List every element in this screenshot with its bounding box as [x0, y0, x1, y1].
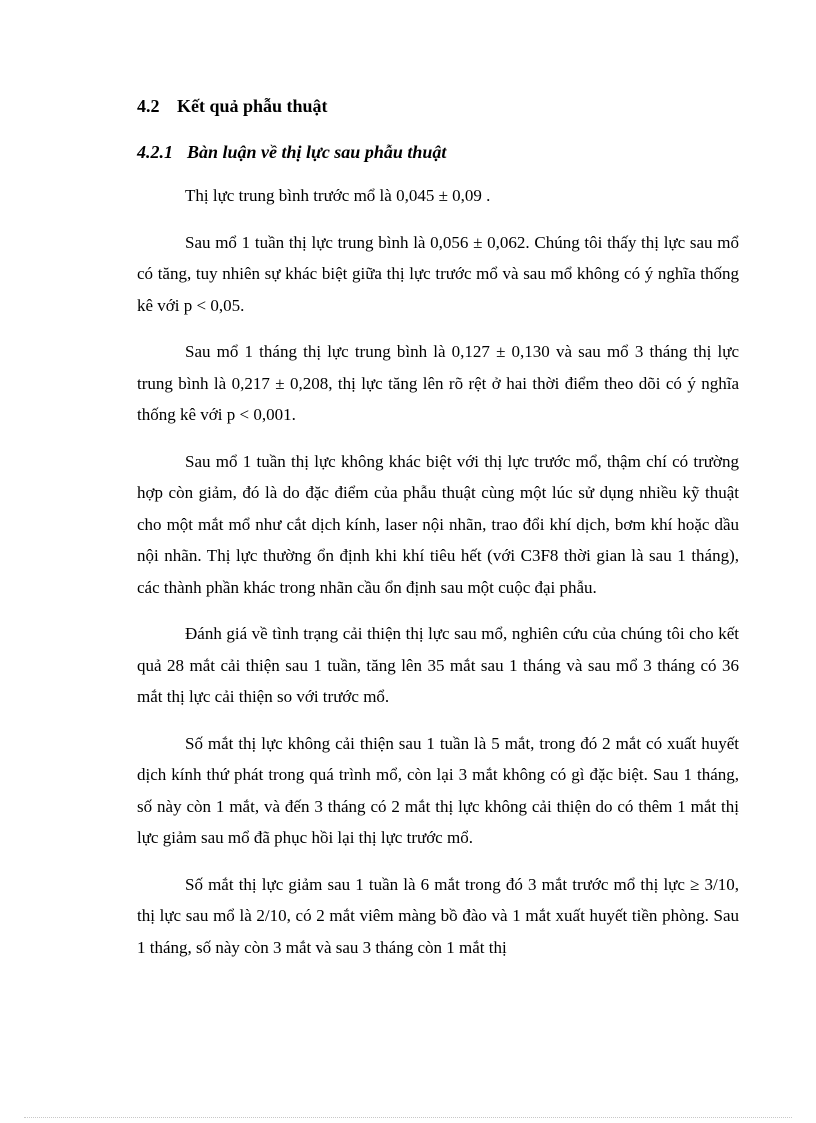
subsection-heading	[137, 140, 446, 164]
section-heading	[137, 94, 328, 118]
paragraph-preop-acuity: Thị lực trung bình trước mổ là 0,045 ± 0,09 .	[185, 186, 491, 205]
paragraph-decreased: Số mắt thị lực giảm sau 1 tuần là 6 mắt trong đó 3 mắt trước mổ thị lực ≥ 3/10, thị lực sau mổ là 2/10, có 2 mắt viêm màng bồ đào và 1 mắt xuất huyết tiền phòng. Sau 1 tháng, số này còn 3 mắt và sau 3 tháng còn 1 mắt thị	[137, 874, 739, 957]
paragraph-no-improvement: Số mắt thị lực không cải thiện sau 1 tuần là 5 mắt, trong đó 2 mắt có xuất huyết dịch kính thứ phát trong quá trình mổ, còn lại 3 mắt không có gì đặc biệt. Sau 1 tháng, số này còn 1 mắt, và đến 3 tháng có 2 mắt thị lực không cải thiện do có thêm 1 mắt thị lực giảm sau mổ đã phục hồi lại thị lực trước mổ.	[137, 733, 739, 847]
section-title: Kết quả phẫu thuật	[177, 96, 328, 116]
paragraph-improvement: Đánh giá về tình trạng cải thiện thị lực sau mổ, nghiên cứu của chúng tôi cho kết quả 28 mắt cải thiện sau 1 tuần, tăng lên 35 mắt sau 1 tháng và sau mổ 3 tháng có 36 mắt thị lực cải thiện so với trước mổ.	[137, 624, 739, 706]
paragraph-one-three-months: Sau mổ 1 tháng thị lực trung bình là 0,127 ± 0,130 và sau mổ 3 tháng thị lực trung bình là 0,217 ± 0,208, thị lực tăng lên rõ rệt ở hai thời điểm theo dõi có ý nghĩa thống kê với p < 0,001.	[137, 342, 739, 424]
body-text	[137, 180, 739, 978]
page-bottom-divider	[24, 1117, 792, 1118]
paragraph-one-week: Sau mổ 1 tuần thị lực trung bình là 0,056 ± 0,062. Chúng tôi thấy thị lực sau mổ có tăng, tuy nhiên sự khác biệt giữa thị lực trước mổ và sau mổ không có ý nghĩa thống kê với p < 0,05.	[137, 232, 739, 315]
subsection-title: Bàn luận về thị lực sau phẫu thuật	[187, 142, 447, 162]
subsection-number: 4.2.1	[137, 142, 173, 162]
section-number: 4.2	[137, 96, 160, 116]
paragraph-surgical-factors: Sau mổ 1 tuần thị lực không khác biệt với thị lực trước mổ, thậm chí có trường hợp còn giảm, đó là do đặc điểm của phẫu thuật cùng một lúc sử dụng nhiều kỹ thuật cho một mắt mổ như cắt dịch kính, laser nội nhãn, trao đổi khí dịch, bơm khí hoặc dầu nội nhãn. Thị lực thường ổn định khi khí tiêu hết (với C3F8 thời gian là sau 1 tháng), các thành phần khác trong nhãn cầu ổn định sau một cuộc đại phẫu.	[137, 451, 739, 597]
